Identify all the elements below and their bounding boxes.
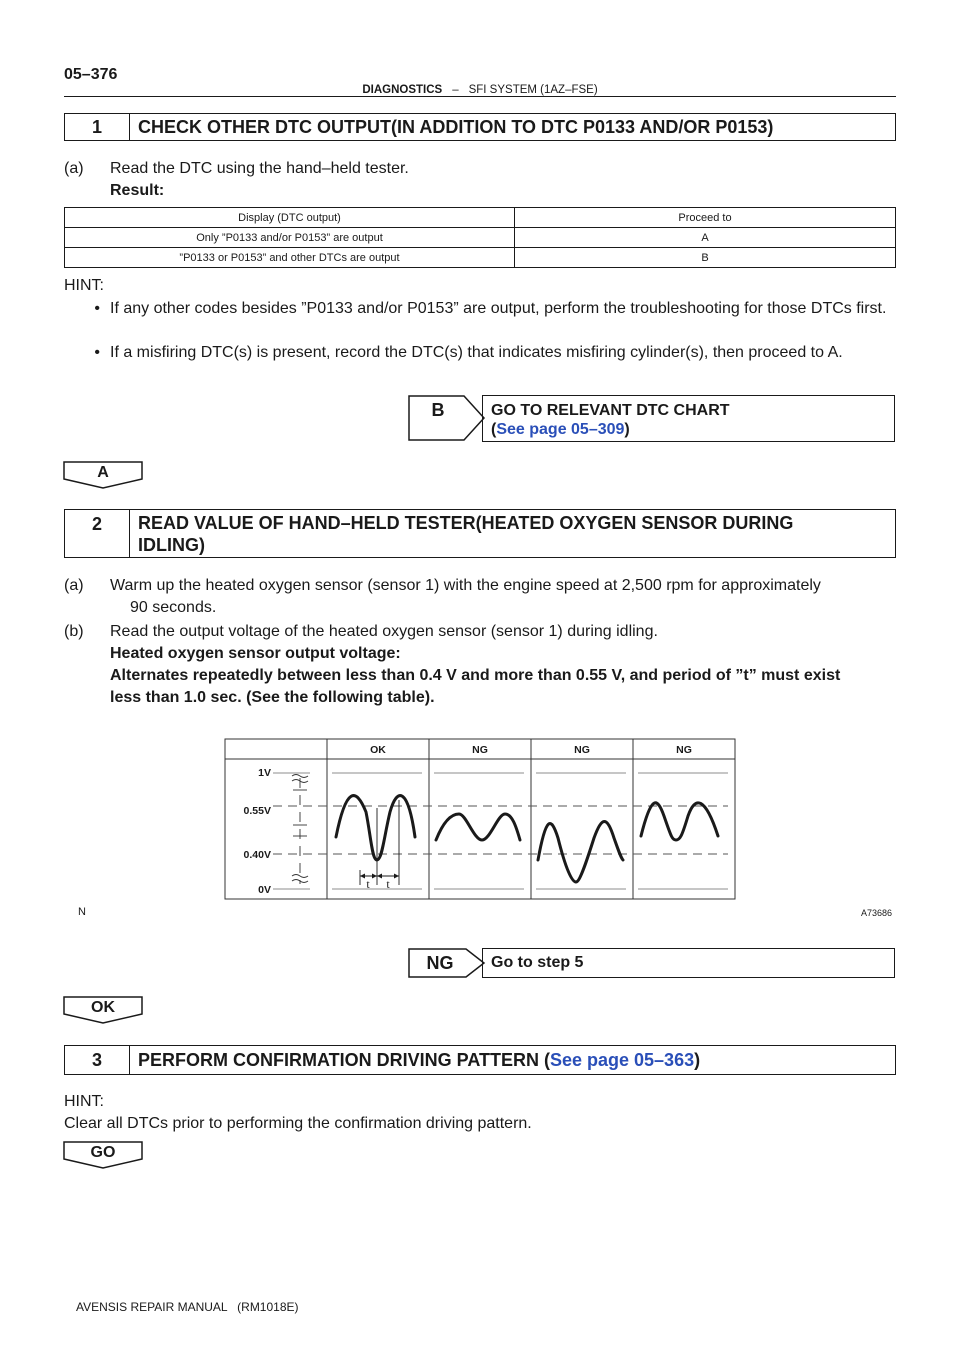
section-name: DIAGNOSTICS bbox=[362, 84, 443, 96]
spec-line2: less than 1.0 sec. (See the following table). bbox=[110, 689, 435, 706]
header-separator: – bbox=[452, 84, 459, 96]
result-table bbox=[64, 207, 896, 268]
branch-b-label: B bbox=[431, 400, 445, 420]
step-3-title-text: PERFORM CONFIRMATION DRIVING PATTERN ( bbox=[138, 1050, 550, 1070]
ref-open: ( bbox=[491, 421, 497, 438]
item-a-line1: Warm up the heated oxygen sensor (sensor 1) with the engine speed at 2,500 rpm for approximately bbox=[110, 577, 821, 594]
waveform-ng-high bbox=[641, 803, 718, 840]
label-055v: 0.55V bbox=[243, 805, 271, 817]
step-2-title-line1: READ VALUE OF HAND–HELD TESTER(HEATED OXYGEN SENSOR DURING bbox=[138, 513, 794, 533]
arrowhead-icon bbox=[360, 874, 365, 879]
figure-corner-mark: N bbox=[78, 906, 86, 918]
bullet-icon: • bbox=[94, 344, 100, 361]
branch-ng-label: NG bbox=[426, 953, 454, 973]
see-page-link[interactable]: See page 05–363 bbox=[549, 1050, 695, 1070]
hint-bullet bbox=[64, 298, 896, 320]
table-row bbox=[65, 228, 896, 248]
footer-manual-title: AVENSIS REPAIR MANUAL (RM1018E) bbox=[76, 1300, 299, 1314]
bullet-text: If a misfiring DTC(s) is present, record the DTC(s) that indicates misfiring cylinder(s), then proceed to A. bbox=[110, 344, 843, 361]
break-mark-icon bbox=[292, 875, 308, 883]
branch-b-action-title: GO TO RELEVANT DTC CHART bbox=[491, 402, 730, 419]
step-2-title bbox=[130, 510, 895, 557]
branch-b-action-ref bbox=[491, 420, 894, 439]
table-cell: A bbox=[515, 228, 896, 248]
step-3-box bbox=[64, 1045, 896, 1075]
table-cell: Only ”P0133 and/or P0153” are output bbox=[65, 228, 515, 248]
see-page-link[interactable]: See page 05–309 bbox=[496, 421, 625, 438]
col-header-ok: OK bbox=[370, 744, 386, 756]
step-3-hint-label: HINT: bbox=[64, 1093, 104, 1110]
branch-ng-action: Go to step 5 bbox=[482, 948, 895, 978]
table-cell: ”P0133 or P0153” and other DTCs are output bbox=[65, 248, 515, 268]
step-2-box bbox=[64, 509, 896, 558]
col-header-ng: NG bbox=[574, 744, 590, 756]
item-a-line2: 90 seconds. bbox=[130, 599, 217, 616]
axis-scale bbox=[292, 775, 308, 885]
item-a-label: (a) bbox=[64, 577, 84, 594]
continue-go-label: GO bbox=[90, 1144, 116, 1161]
step-3-hint-text: Clear all DTCs prior to performing the confirmation driving pattern. bbox=[64, 1115, 532, 1132]
page-number: 05–376 bbox=[64, 66, 118, 83]
step-1-number: 1 bbox=[65, 114, 130, 140]
label-1v: 1V bbox=[258, 767, 271, 779]
subsection-name: SFI SYSTEM (1AZ–FSE) bbox=[468, 84, 598, 96]
step-1-box bbox=[64, 113, 896, 141]
figure-id: A73686 bbox=[860, 908, 892, 918]
header-rule bbox=[64, 96, 896, 97]
branch-b-action bbox=[482, 395, 895, 442]
item-a-text bbox=[110, 575, 896, 619]
spec-line1: Alternates repeatedly between less than 0.4 V and more than 0.55 V, and period of ”t” must exist bbox=[110, 667, 841, 684]
spec-label: Heated oxygen sensor output voltage: bbox=[110, 645, 401, 662]
item-b-text bbox=[110, 621, 896, 709]
label-040v: 0.40V bbox=[243, 849, 271, 861]
waveform-ng-low bbox=[538, 822, 623, 883]
continue-a-label: A bbox=[97, 464, 109, 481]
step-3-number: 3 bbox=[65, 1046, 130, 1074]
section-header bbox=[64, 84, 896, 96]
step-2-title-line2: IDLING) bbox=[138, 535, 205, 555]
figure-grid bbox=[225, 739, 735, 899]
arrowhead-icon bbox=[372, 874, 377, 879]
step-2-number: 2 bbox=[65, 510, 130, 557]
table-header-row bbox=[65, 208, 896, 228]
bullet-icon: • bbox=[94, 300, 100, 317]
waveform-ok bbox=[336, 796, 415, 860]
result-label: Result: bbox=[110, 182, 165, 199]
arrowhead-icon bbox=[394, 874, 399, 879]
col-header-ng: NG bbox=[472, 744, 488, 756]
level-lines bbox=[273, 773, 728, 889]
figure-frame bbox=[225, 739, 735, 899]
item-b-label: (b) bbox=[64, 623, 84, 640]
item-b-line: Read the output voltage of the heated oxygen sensor (sensor 1) during idling. bbox=[110, 623, 658, 640]
step-1-title: CHECK OTHER DTC OUTPUT(IN ADDITION TO DTC P0133 AND/OR P0153) bbox=[138, 117, 774, 137]
continue-ok-label: OK bbox=[91, 999, 115, 1016]
period-label-t: t bbox=[366, 877, 370, 891]
hint-label: HINT: bbox=[64, 277, 104, 294]
bullet-text: If any other codes besides ”P0133 and/or P0153” are output, perform the troubleshooting for those DTCs first. bbox=[110, 300, 887, 317]
table-row bbox=[65, 248, 896, 268]
table-cell: B bbox=[515, 248, 896, 268]
hint-bullet bbox=[64, 342, 896, 364]
period-label-t: t bbox=[386, 877, 390, 891]
voltage-labels bbox=[244, 767, 271, 896]
table-header-cell: Proceed to bbox=[515, 208, 896, 228]
step-3-title bbox=[130, 1046, 895, 1074]
col-header-ng: NG bbox=[676, 744, 692, 756]
table-header-cell: Display (DTC output) bbox=[65, 208, 515, 228]
arrowhead-icon bbox=[377, 874, 382, 879]
waveform-ng-amplitude bbox=[436, 814, 520, 840]
step-3-title-close: ) bbox=[694, 1050, 701, 1070]
waveforms bbox=[336, 796, 718, 882]
label-0v: 0V bbox=[258, 884, 271, 896]
step-1-instruction: Read the DTC using the hand–held tester. bbox=[110, 160, 409, 177]
step-1-instruction-label: (a) bbox=[64, 160, 84, 177]
waveform-figure bbox=[64, 730, 896, 930]
ref-close: ) bbox=[624, 421, 630, 438]
